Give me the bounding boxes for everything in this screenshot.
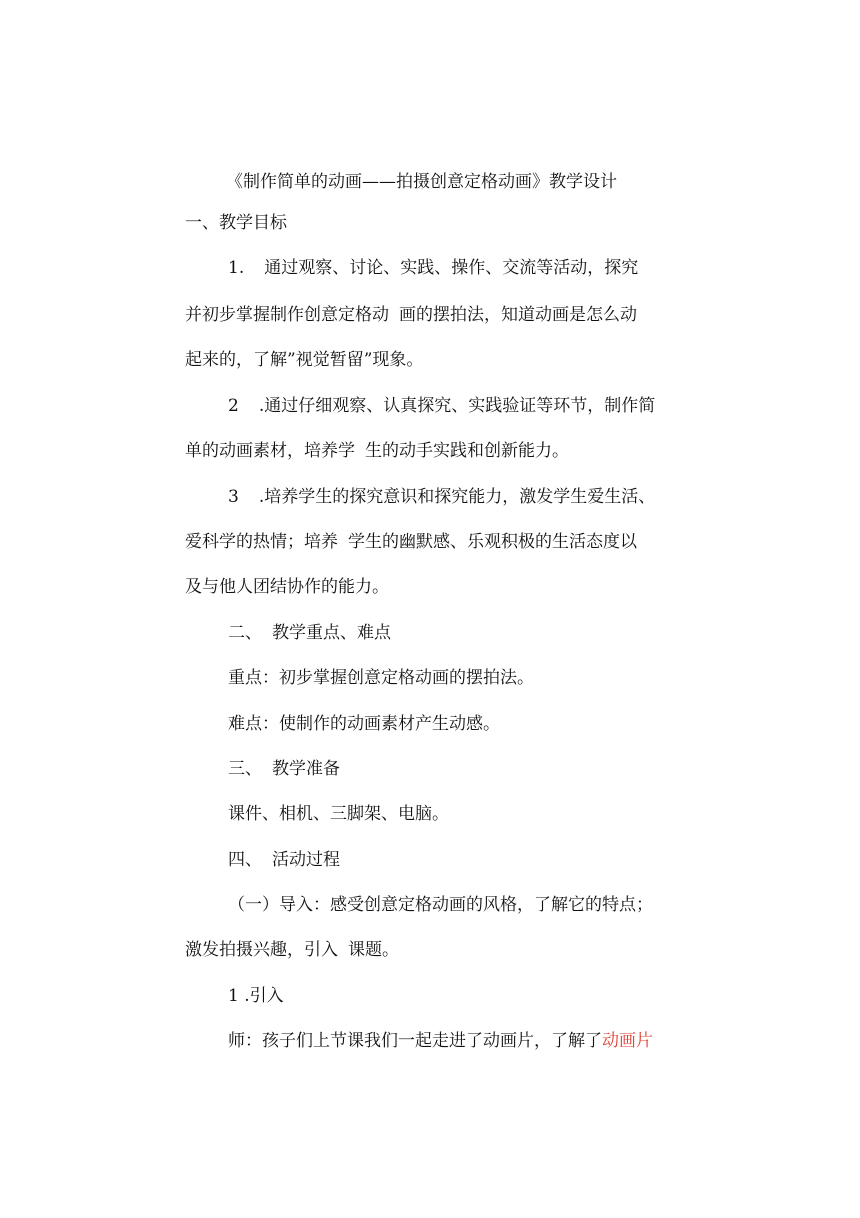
preparation-list: 课件、相机、三脚架、电脑。 — [228, 804, 449, 824]
objective-1-line-1 — [228, 257, 638, 279]
teacher-line — [228, 1030, 653, 1052]
objective-3-text-1: .培养学生的探究意识和探究能力，激发学生爱生活、 — [258, 487, 656, 507]
objective-2-text-2a: 单的动画素材，培养学 — [185, 441, 355, 461]
objective-1-line-3: 起来的，了解”视觉暂留”现象。 — [185, 350, 424, 370]
section-2-text: 教学重点、难点 — [272, 623, 391, 643]
intro-text-2b: 课题。 — [348, 940, 399, 960]
section-4-text: 活动过程 — [272, 850, 340, 870]
objective-1-text-2a: 并初步掌握制作创意定格动 — [185, 305, 389, 325]
objective-2-line-1 — [228, 395, 655, 417]
objective-1-text-2b: 画的摆拍法，知道动画是怎么动 — [399, 305, 637, 325]
section-heading-process — [228, 849, 340, 871]
section-3-text: 教学准备 — [272, 759, 340, 779]
objective-1-text-1: 通过观察、讨论、实践、操作、交流等活动，探究 — [264, 258, 639, 278]
key-point: 重点：初步掌握创意定格动画的摆拍法。 — [228, 668, 534, 688]
intro-line-2 — [185, 939, 399, 961]
section-3-number: 三、 — [228, 759, 262, 779]
objective-3-line-1 — [228, 486, 655, 508]
difficult-point: 难点：使制作的动画素材产生动感。 — [228, 714, 500, 734]
step-1-heading: 1 .引入 — [228, 986, 284, 1006]
objective-3-text-2a: 爱科学的热情；培养 — [185, 532, 338, 552]
section-heading-key-points — [228, 622, 391, 644]
objective-3-number: 3 — [228, 487, 239, 507]
objective-1-line-2 — [185, 304, 637, 326]
document-title: 《制作简单的动画——拍摄创意定格动画》教学设计 — [226, 172, 617, 192]
section-4-number: 四、 — [228, 850, 262, 870]
objective-2-number: 2 — [228, 396, 239, 416]
objective-3-text-2b: 学生的幽默感、乐观积极的生活态度以 — [348, 532, 637, 552]
objective-2-text-1: .通过仔细观察、认真探究、实践验证等环节，制作简 — [258, 396, 656, 416]
section-heading-preparation — [228, 758, 340, 780]
intro-text-2a: 激发拍摄兴趣，引入 — [185, 940, 338, 960]
teacher-text: 师：孩子们上节课我们一起走进了动画片，了解了 — [228, 1031, 602, 1051]
objective-1-number: 1. — [228, 258, 245, 278]
intro-line-1: （一）导入：感受创意定格动画的风格，了解它的特点； — [228, 895, 653, 915]
objective-3-line-3: 及与他人团结协作的能力。 — [185, 577, 389, 597]
teacher-highlight: 动画片 — [602, 1031, 653, 1051]
objective-2-line-2 — [185, 440, 569, 462]
objective-3-line-2 — [185, 531, 637, 553]
section-2-number: 二、 — [228, 623, 262, 643]
section-heading-objectives: 一、教学目标 — [185, 213, 287, 233]
objective-2-text-2b: 生的动手实践和创新能力。 — [365, 441, 569, 461]
